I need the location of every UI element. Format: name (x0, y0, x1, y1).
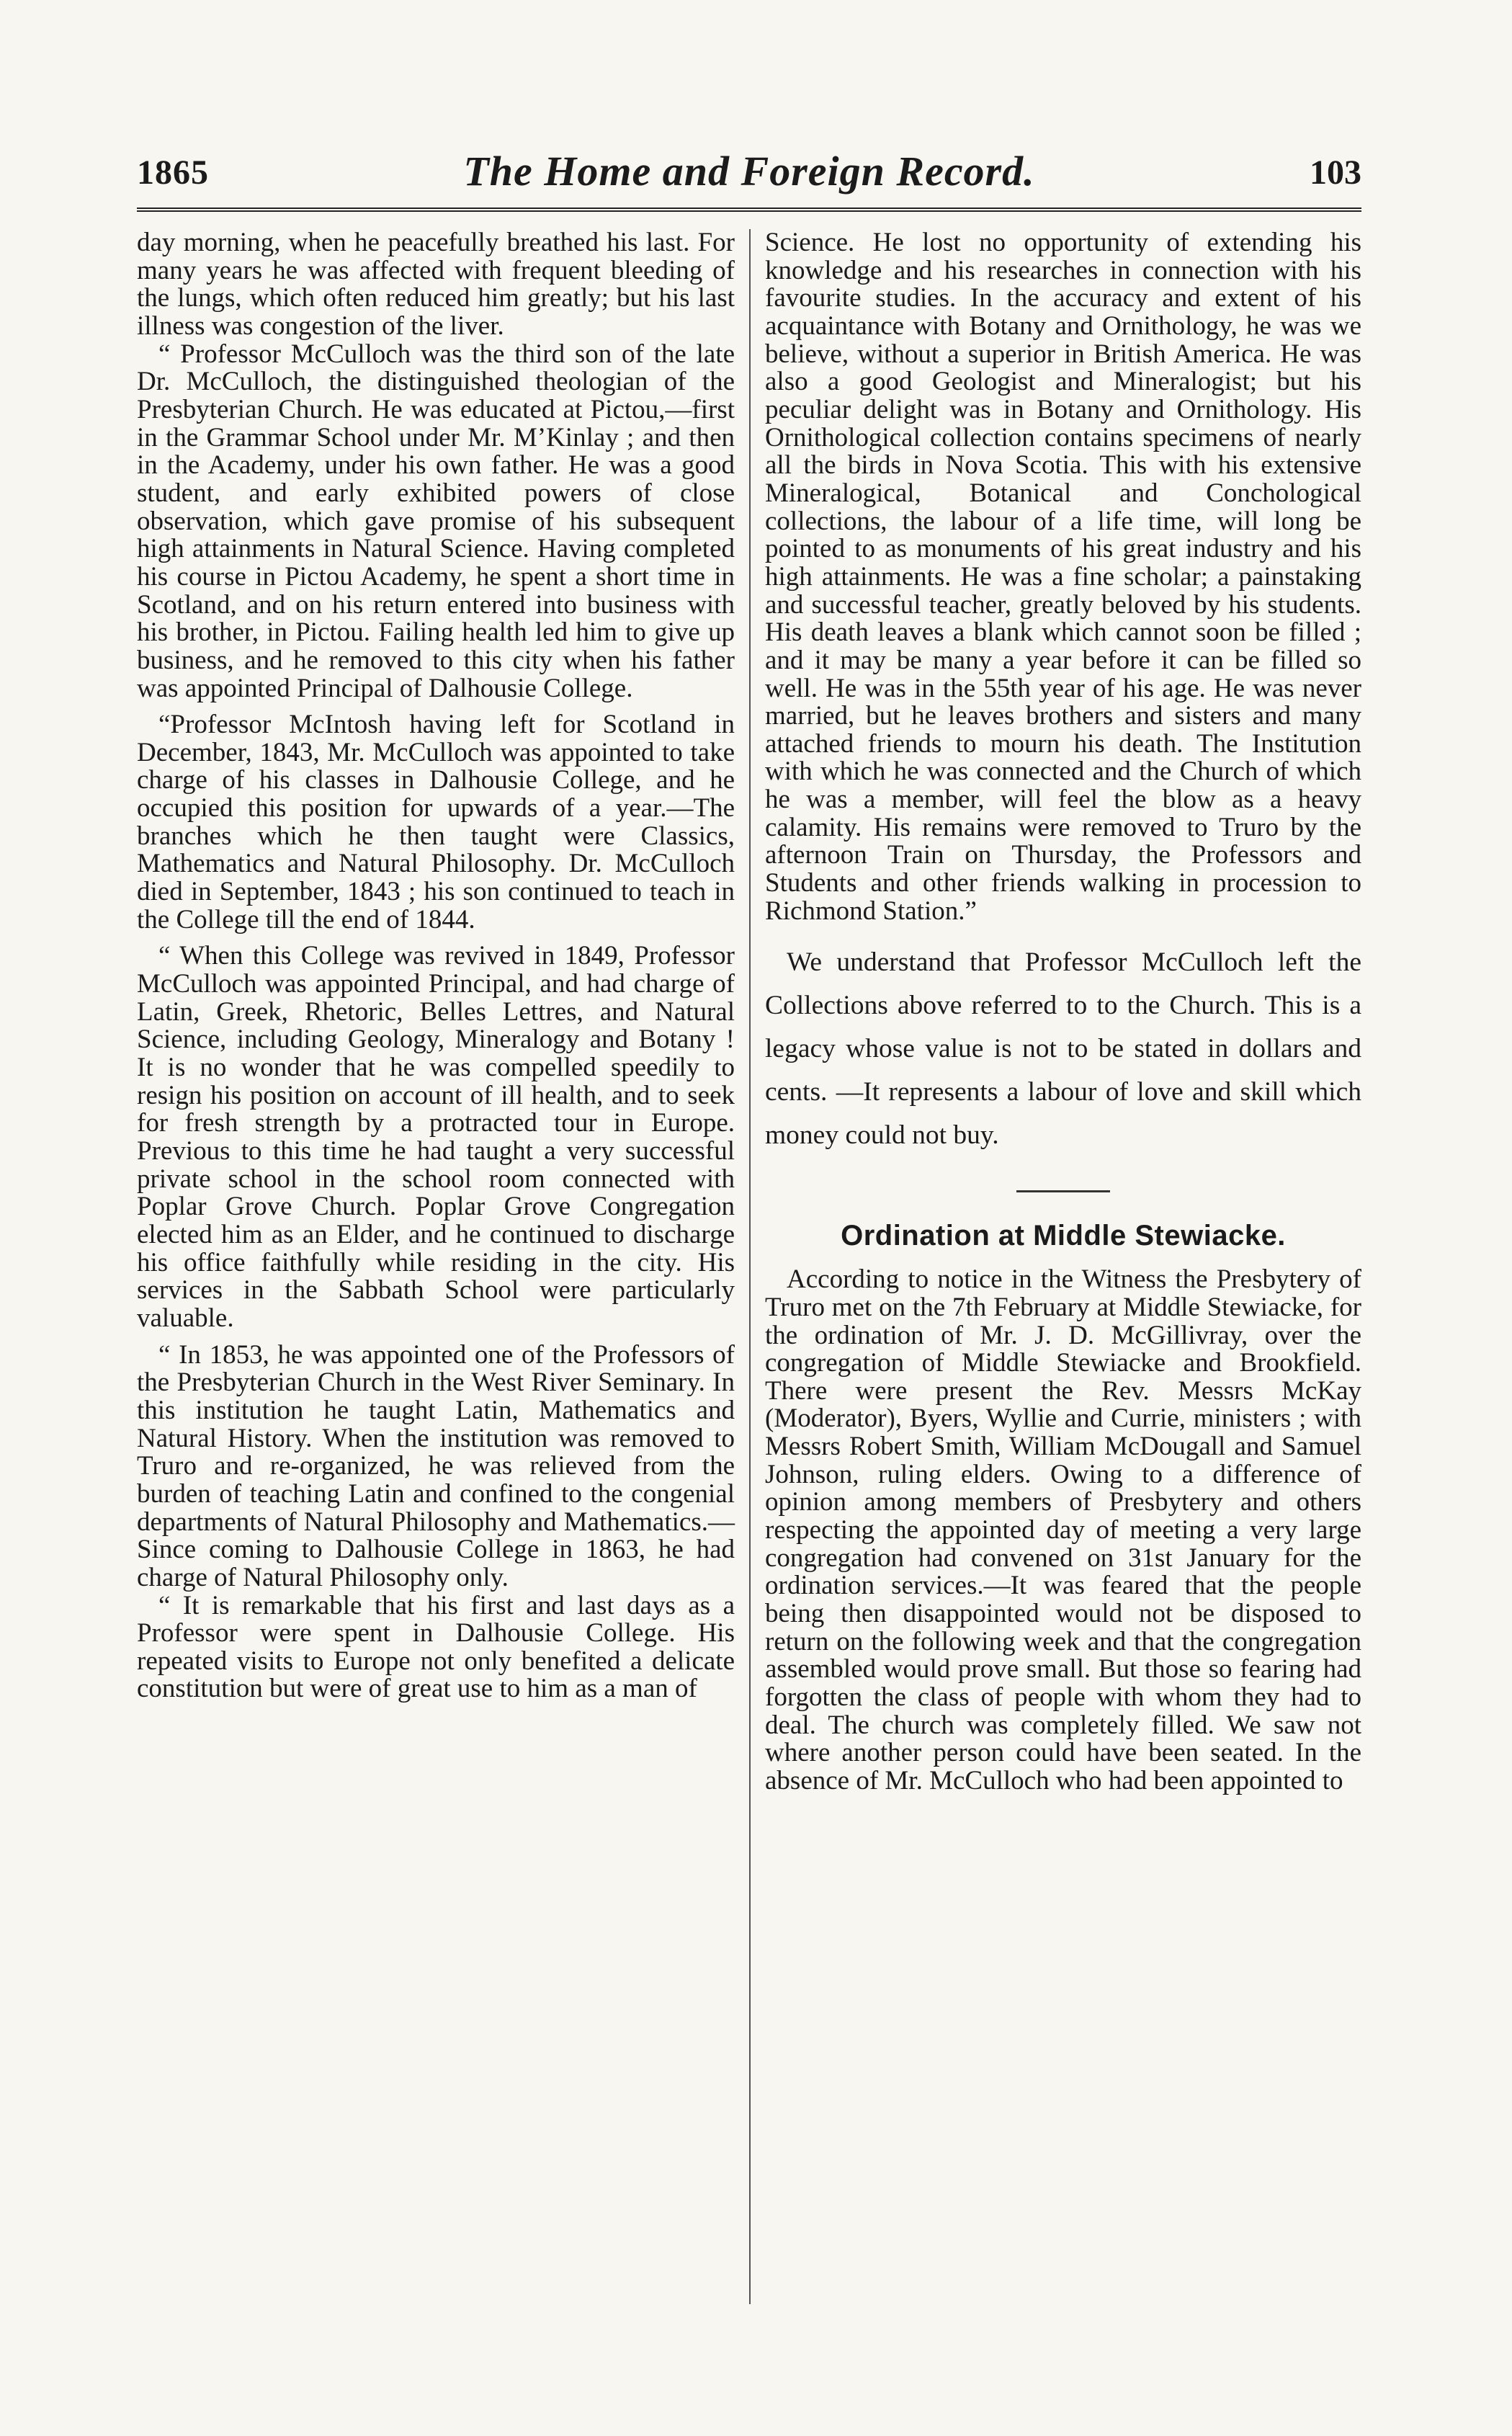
left-paragraph-2: “ Professor McCulloch was the third son of the late Dr. McCulloch, the distinguished theologian of the Presbyterian Church. He was educated at Pictou,—first in the Grammar School under Mr. M’Kinlay ; and then in the Academy, under his own father. He was a good student, and early exhibited powers of close observation, which gave promise of his subsequent high attainments in Natural Science. Having completed his course in Pictou Academy, he spent a short time in Scotland, and on his return entered into business with his brother, in Pictou. Failing health led him to give up business, and he removed to this city when his father was appointed Principal of Dalhousie College. (137, 339, 735, 703)
left-paragraph-1: day morning, when he peacefully breathed his last. For many years he was affected with frequent bleeding of the lungs, which often reduced him greatly; but his last illness was congestion of the liver. (137, 228, 735, 341)
right-paragraph-2: We understand that Professor McCulloch left the Collections above referred to to the Church. This is a legacy whose value is not to be stated in dollars and cents. —It represents a labour of love and skill which money could not buy. (765, 947, 1361, 1151)
header-rule (137, 208, 1361, 212)
left-column (137, 229, 735, 1703)
header-year: 1865 (137, 153, 209, 192)
left-paragraph-5: “ In 1853, he was appointed one of the Professors of the Presbyterian Church in the West River Seminary. In this institution he taught Latin, Mathematics and Natural History. When the institution was removed to Truro and re-organized, he was relieved from the burden of teaching Latin and confined to the congenial departments of Natural Philosophy and Mathematics.—Since coming to Dalhousie College in 1863, he had charge of Natural Philosophy only. (137, 1339, 735, 1592)
column-divider (749, 229, 751, 2304)
left-paragraph-4: “ When this College was revived in 1849, Professor McCulloch was appointed Principal, and had charge of Latin, Greek, Rhetoric, Belles Lettres, and Natural Science, including Geology, Mineralogy and Botany ! It is no wonder that he was compelled speedily to resign his position on account of ill health, and to seek for fresh strength by a protracted tour in Europe. Previous to this time he had taught a very successful private school in the school room connected with Poplar Grove Church. Poplar Grove Congregation elected him as an Elder, and he continued to discharge his office faithfully while residing in the city. His services in the Sabbath School were particularly valuable. (137, 941, 735, 1333)
right-paragraph-1: Science. He lost no opportunity of extending his knowledge and his researches in connection with his favourite studies. In the accuracy and extent of his acquaintance with Botany and Ornithology, he was we believe, without a superior in British America. He was also a good Geologist and Mineralogist; but his peculiar delight was in Botany and Ornithology. His Ornithological collection contains specimens of nearly all the birds in Nova Scotia. This with his extensive Mineralogical, Botanical and Conchological collections, the labour of a life time, will long be pointed to as monuments of his great industry and his high attainments. He was a fine scholar; a painstaking and successful teacher, greatly beloved by his students. His death leaves a blank which cannot soon be filled ; and it may be many a year before it can be filled so well. He was in the 55th year of his age. He was never married, but he leaves brothers and sisters and many attached friends to mourn his death. The Institution with which he was connected and the Church of which he was a member, will feel the blow as a heavy calamity. His remains were removed to Truro by the afternoon Train on Thursday, the Professors and Students and other friends walking in procession to Richmond Station.” (765, 228, 1361, 926)
running-header (137, 144, 1361, 202)
header-title: The Home and Foreign Record. (463, 148, 1035, 195)
section-heading: Ordination at Middle Stewiacke. (841, 1220, 1286, 1252)
page-number: 103 (1310, 153, 1361, 192)
right-column (765, 229, 1361, 1795)
section-separator (1016, 1190, 1110, 1192)
left-paragraph-6: “ It is remarkable that his first and last days as a Professor were spent in Dalhousie College. His repeated visits to Europe not only benefited a delicate constitution but were of great use to him as a man of (137, 1590, 735, 1704)
left-paragraph-3: “Professor McIntosh having left for Scotland in December, 1843, Mr. McCulloch was appointed to take charge of his classes in Dalhousie College, and he occupied this position for upwards of a year.—The branches which he then taught were Classics, Mathematics and Natural Philosophy. Dr. McCulloch died in September, 1843 ; his son continued to teach in the College till the end of 1844. (137, 710, 735, 934)
right-paragraph-3: According to notice in the Witness the Presbytery of Truro met on the 7th February at Middle Stewiacke, for the ordination of Mr. J. D. McGillivray, over the congregation of Middle Stewiacke and Brookfield. There were present the Rev. Messrs McKay (Moderator), Byers, Wyllie and Currie, ministers ; with Messrs Robert Smith, William McDougall and Samuel Johnson, ruling elders. Owing to a difference of opinion among members of Presbytery and others respecting the appointed day of meeting a very large congregation had convened on 31st January for the ordination services.—It was feared that the people being then disappointed would not be disposed to return on the following week and that the congregation assembled would prove small. But those so fearing had forgotten the class of people with whom they had to deal. The church was completely filled. We saw not where another person could have been seated. In the absence of Mr. McCulloch who had been appointed to (765, 1264, 1361, 1796)
